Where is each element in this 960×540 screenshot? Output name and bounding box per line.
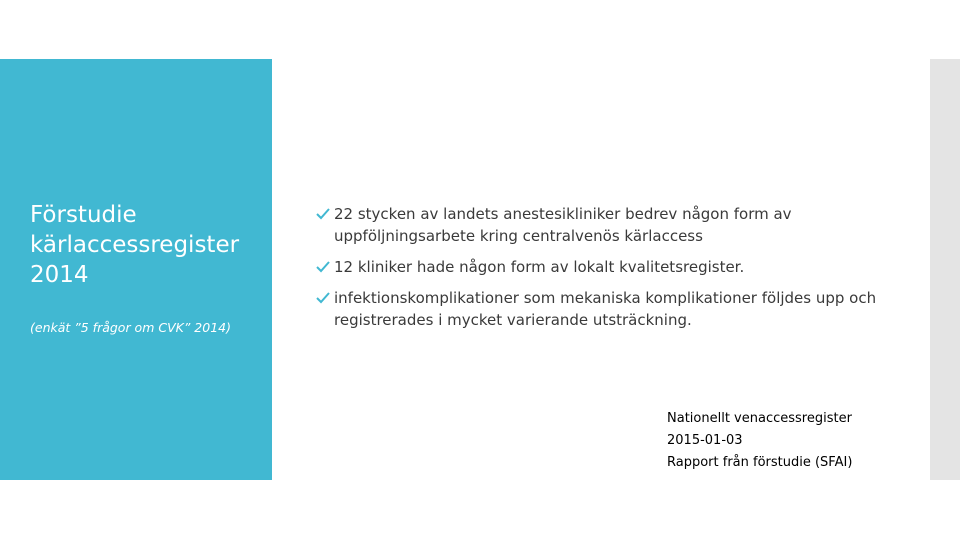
bullet-text: infektionskomplikationer som mekaniska komplikationer följdes upp och registrerades i mycket varierande utsträckning.	[334, 289, 877, 329]
source-note	[667, 408, 852, 474]
bullet-item	[316, 203, 896, 247]
title-line-3: 2014	[30, 262, 89, 288]
check-ribbon-icon	[316, 260, 330, 274]
source-note-line-1: Nationellt venaccessregister	[667, 411, 852, 426]
bullet-item	[316, 287, 896, 331]
bullet-item	[316, 256, 896, 278]
check-ribbon-icon	[316, 207, 330, 221]
source-note-line-3: Rapport från förstudie (SFAI)	[667, 455, 853, 470]
source-note-line-2: 2015-01-03	[667, 433, 743, 448]
check-ribbon-icon	[316, 291, 330, 305]
title-line-2: kärlaccessregister	[30, 232, 240, 258]
bullet-text: 22 stycken av landets anestesikliniker bedrev någon form av uppföljningsarbete kring centralvenös kärlaccess	[334, 205, 792, 245]
slide-subtitle: (enkät ”5 frågor om CVK” 2014)	[30, 320, 231, 335]
bullet-list	[316, 203, 896, 340]
side-bar	[930, 59, 960, 480]
slide-title	[30, 200, 270, 290]
title-line-1: Förstudie	[30, 202, 137, 228]
bullet-text: 12 kliniker hade någon form av lokalt kvalitetsregister.	[334, 258, 745, 276]
